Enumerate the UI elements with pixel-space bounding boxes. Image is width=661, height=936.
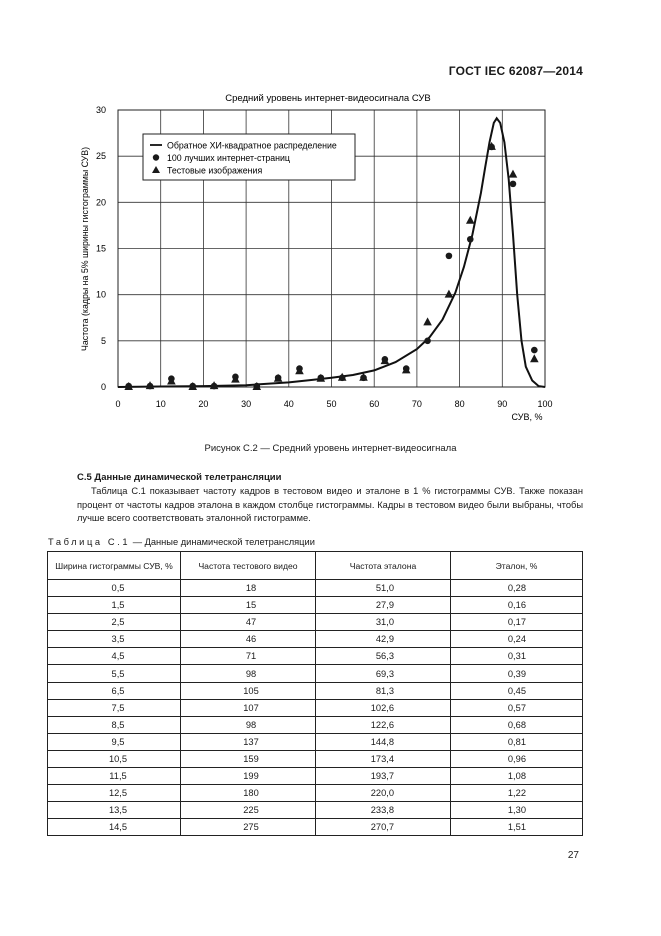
cell-reference: 144,8 <box>316 733 451 750</box>
cell-reference: 122,6 <box>316 716 451 733</box>
table-row <box>48 631 583 648</box>
table-body <box>48 580 583 836</box>
cell-test-video: 46 <box>181 631 316 648</box>
paragraph-text: Таблица С.1 показывает частоту кадров в тестовом видео и эталоне в 1 % гистограммы СУВ. Также показан процент от частоты кадров эталона в каждом столбце гистограммы. Кадры в тестовом видео были выбраны, чтобы лучше всего соответствовать эталонной гистограмме. <box>77 486 583 524</box>
marker-top100-circle <box>531 347 538 354</box>
cell-reference-percent: 0,17 <box>451 614 583 631</box>
legend-circle-swatch <box>153 154 159 160</box>
cell-reference-percent: 1,51 <box>451 819 583 836</box>
cell-histogram-width: 9,5 <box>48 733 181 750</box>
cell-test-video: 98 <box>181 665 316 682</box>
cell-test-video: 18 <box>181 580 316 597</box>
cell-histogram-width: 12,5 <box>48 785 181 802</box>
cell-histogram-width: 1,5 <box>48 597 181 614</box>
marker-test-image-triangle <box>509 170 518 178</box>
marker-top100-circle <box>446 253 453 260</box>
chart-title: Средний уровень интернет-видеосигнала СУВ <box>225 93 431 104</box>
standard-designation: ГОСТ IEC 62087—2014 <box>448 64 583 78</box>
cell-reference: 233,8 <box>316 802 451 819</box>
svu-chart <box>0 0 661 436</box>
cell-reference-percent: 0,81 <box>451 733 583 750</box>
table-row <box>48 819 583 836</box>
cell-reference-percent: 0,96 <box>451 750 583 767</box>
col-header-test-video: Частота тестового видео <box>181 552 316 580</box>
table-row <box>48 665 583 682</box>
table-row <box>48 648 583 665</box>
cell-reference-percent: 1,08 <box>451 768 583 785</box>
section-heading: С.5 Данные динамической телетрансляции <box>77 472 282 483</box>
section-paragraph <box>77 485 583 526</box>
cell-reference: 51,0 <box>316 580 451 597</box>
cell-histogram-width: 4,5 <box>48 648 181 665</box>
table-row <box>48 785 583 802</box>
cell-test-video: 225 <box>181 802 316 819</box>
cell-reference-percent: 0,39 <box>451 665 583 682</box>
cell-test-video: 107 <box>181 699 316 716</box>
chart-legend <box>143 134 355 180</box>
x-tick-label: 40 <box>283 399 294 409</box>
cell-reference-percent: 0,45 <box>451 682 583 699</box>
cell-histogram-width: 11,5 <box>48 768 181 785</box>
y-tick-label: 20 <box>95 197 106 208</box>
x-tick-label: 10 <box>155 399 166 409</box>
x-tick-label: 90 <box>497 399 508 409</box>
legend-label-circle: 100 лучших интернет-страниц <box>167 153 290 163</box>
x-tick-label: 80 <box>454 399 465 409</box>
table-title-label: Таблица С.1 <box>48 537 131 547</box>
cell-histogram-width: 8,5 <box>48 716 181 733</box>
cell-test-video: 137 <box>181 733 316 750</box>
marker-top100-circle <box>467 236 474 243</box>
chart-y-axis-label: Частота (кадры на 5% ширины гистограммы СУВ) <box>80 146 90 352</box>
cell-histogram-width: 7,5 <box>48 699 181 716</box>
cell-reference: 69,3 <box>316 665 451 682</box>
cell-histogram-width: 6,5 <box>48 682 181 699</box>
cell-reference: 42,9 <box>316 631 451 648</box>
cell-histogram-width: 0,5 <box>48 580 181 597</box>
cell-reference-percent: 0,31 <box>451 648 583 665</box>
table-row <box>48 750 583 767</box>
cell-histogram-width: 13,5 <box>48 802 181 819</box>
cell-test-video: 98 <box>181 716 316 733</box>
legend-label-line: Обратное ХИ-квадратное распределение <box>167 140 337 151</box>
y-tick-label: 30 <box>95 105 106 115</box>
marker-test-image-triangle <box>530 354 539 362</box>
cell-reference-percent: 1,22 <box>451 785 583 802</box>
y-tick-label: 0 <box>100 382 106 392</box>
cell-histogram-width: 3,5 <box>48 631 181 648</box>
page-number: 27 <box>567 850 579 861</box>
cell-reference-percent: 0,68 <box>451 716 583 733</box>
x-tick-label: 60 <box>369 399 380 409</box>
x-tick-label: 20 <box>198 399 209 409</box>
cell-test-video: 15 <box>181 597 316 614</box>
cell-test-video: 275 <box>181 819 316 836</box>
cell-reference: 27,9 <box>316 597 451 614</box>
cell-reference: 270,7 <box>316 819 451 836</box>
x-tick-label: 70 <box>411 399 422 409</box>
cell-reference: 102,6 <box>316 699 451 716</box>
table-row <box>48 733 583 750</box>
x-tick-label: 100 <box>537 399 553 409</box>
cell-reference: 173,4 <box>316 750 451 767</box>
cell-reference-percent: 0,28 <box>451 580 583 597</box>
data-table <box>47 551 583 836</box>
cell-reference: 56,3 <box>316 648 451 665</box>
table-row <box>48 682 583 699</box>
cell-reference: 81,3 <box>316 682 451 699</box>
chart-x-axis-label: СУВ, % <box>511 412 543 422</box>
cell-test-video: 105 <box>181 682 316 699</box>
cell-histogram-width: 2,5 <box>48 614 181 631</box>
table-title <box>48 537 315 547</box>
col-header-histogram-width: Ширина гистограммы СУВ, % <box>48 552 181 580</box>
legend-label-triangle: Тестовые изображения <box>167 165 263 176</box>
y-tick-label: 25 <box>95 151 106 162</box>
marker-test-image-triangle <box>466 216 475 224</box>
cell-reference: 31,0 <box>316 614 451 631</box>
cell-test-video: 159 <box>181 750 316 767</box>
table-title-text: — Данные динамической телетрансляции <box>130 537 315 547</box>
table-row <box>48 802 583 819</box>
cell-test-video: 180 <box>181 785 316 802</box>
cell-reference: 193,7 <box>316 768 451 785</box>
cell-test-video: 71 <box>181 648 316 665</box>
cell-reference: 220,0 <box>316 785 451 802</box>
table-row <box>48 580 583 597</box>
marker-top100-circle <box>424 338 431 345</box>
cell-histogram-width: 10,5 <box>48 750 181 767</box>
figure-caption: Рисунок С.2 — Средний уровень интернет-видеосигнала <box>204 443 457 454</box>
x-tick-label: 50 <box>326 399 337 409</box>
y-tick-label: 5 <box>100 335 106 346</box>
table-row <box>48 699 583 716</box>
y-tick-label: 15 <box>95 243 106 254</box>
y-tick-label: 10 <box>95 289 106 300</box>
cell-reference-percent: 0,24 <box>451 631 583 648</box>
cell-histogram-width: 14,5 <box>48 819 181 836</box>
table-header-row <box>48 552 583 580</box>
x-tick-label: 0 <box>115 399 121 409</box>
table-row <box>48 597 583 614</box>
cell-reference-percent: 1,30 <box>451 802 583 819</box>
col-header-reference: Частота эталона <box>316 552 451 580</box>
cell-reference-percent: 0,16 <box>451 597 583 614</box>
cell-test-video: 47 <box>181 614 316 631</box>
x-tick-label: 30 <box>241 399 252 409</box>
table-row <box>48 716 583 733</box>
col-header-reference-percent: Эталон, % <box>451 552 583 580</box>
marker-top100-circle <box>510 181 517 188</box>
cell-test-video: 199 <box>181 768 316 785</box>
cell-reference-percent: 0,57 <box>451 699 583 716</box>
marker-test-image-triangle <box>423 317 432 325</box>
marker-test-image-triangle <box>445 290 454 298</box>
cell-histogram-width: 5,5 <box>48 665 181 682</box>
table-row <box>48 614 583 631</box>
table-row <box>48 768 583 785</box>
